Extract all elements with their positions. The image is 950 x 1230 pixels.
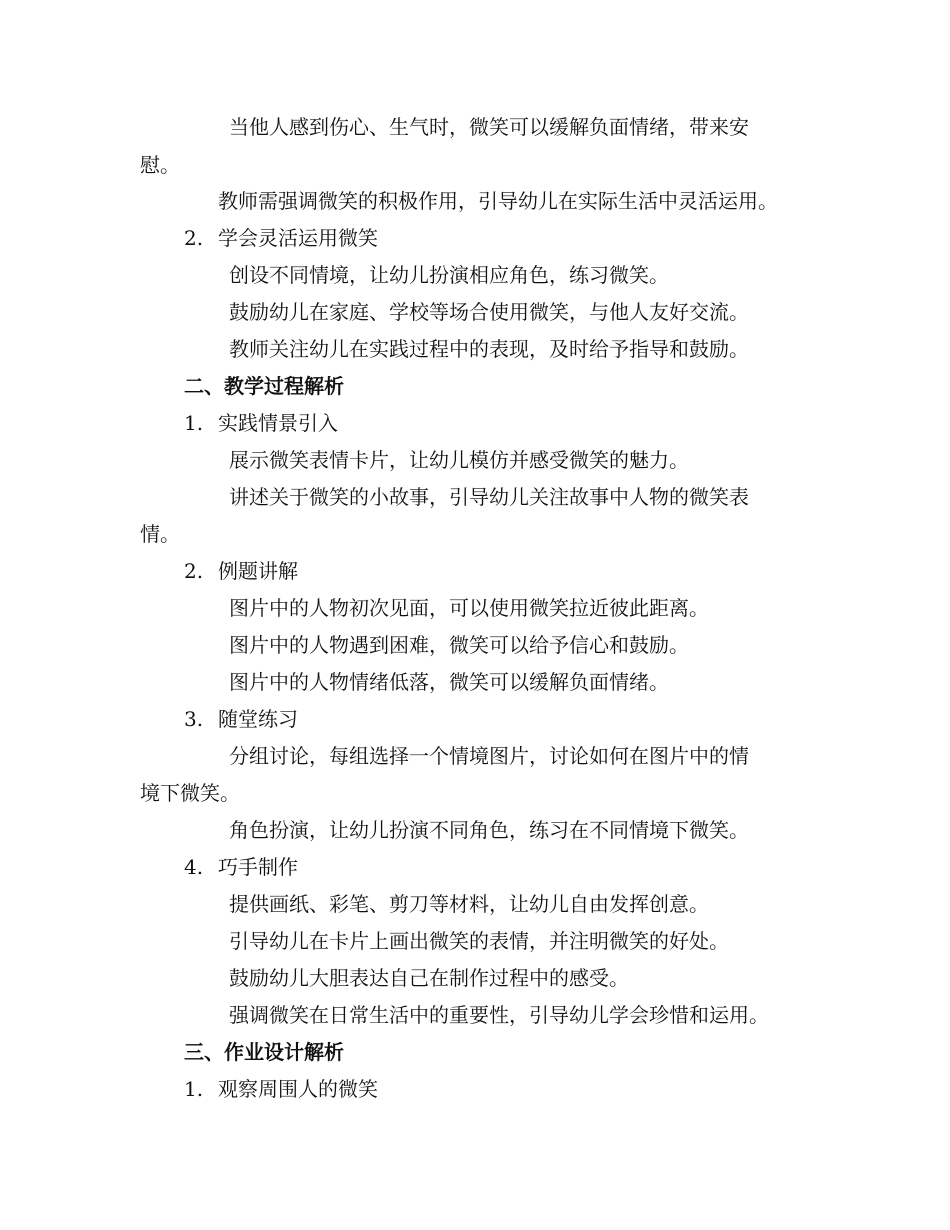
numbered-item	[184, 410, 338, 436]
item-title: 学会灵活运用微笑	[218, 226, 378, 250]
paragraph-line: 图片中的人物遇到困难，微笑可以给予信心和鼓励。	[229, 633, 689, 657]
item-title: 随堂练习	[218, 707, 298, 731]
numbered-item	[184, 1076, 378, 1102]
paragraph-line: 情。	[140, 522, 180, 546]
item-title: 巧手制作	[218, 855, 298, 879]
paragraph-line: 教师关注幼儿在实践过程中的表现，及时给予指导和鼓励。	[229, 337, 749, 361]
numbered-item	[184, 225, 378, 251]
paragraph-line: 图片中的人物初次见面，可以使用微笑拉近彼此距离。	[229, 596, 709, 620]
numbered-item	[184, 854, 298, 880]
section-heading: 二、教学过程解析	[184, 374, 344, 398]
numbered-item	[184, 706, 298, 732]
paragraph-line: 教师需强调微笑的积极作用，引导幼儿在实际生活中灵活运用。	[218, 189, 778, 213]
paragraph-line: 当他人感到伤心、生气时，微笑可以缓解负面情绪，带来安	[229, 115, 749, 139]
paragraph-line: 分组讨论，每组选择一个情境图片，讨论如何在图片中的情	[229, 744, 749, 768]
paragraph-line: 鼓励幼儿在家庭、学校等场合使用微笑，与他人友好交流。	[229, 300, 749, 324]
item-title: 例题讲解	[218, 559, 298, 583]
paragraph-line: 创设不同情境，让幼儿扮演相应角色，练习微笑。	[229, 263, 669, 287]
paragraph-line: 提供画纸、彩笔、剪刀等材料，让幼儿自由发挥创意。	[229, 892, 709, 916]
paragraph-line: 鼓励幼儿大胆表达自己在制作过程中的感受。	[229, 966, 629, 990]
numbered-item	[184, 558, 298, 584]
paragraph-line: 讲述关于微笑的小故事，引导幼儿关注故事中人物的微笑表	[229, 485, 749, 509]
section-heading: 三、作业设计解析	[184, 1040, 344, 1064]
item-number: 1.	[184, 1077, 204, 1101]
item-number: 2.	[184, 559, 204, 583]
item-number: 4.	[184, 855, 204, 879]
paragraph-line: 境下微笑。	[140, 781, 240, 805]
paragraph-line: 角色扮演，让幼儿扮演不同角色，练习在不同情境下微笑。	[229, 818, 749, 842]
item-number: 3.	[184, 707, 204, 731]
paragraph-line: 引导幼儿在卡片上画出微笑的表情，并注明微笑的好处。	[229, 929, 729, 953]
item-number: 2.	[184, 226, 204, 250]
paragraph-line: 图片中的人物情绪低落，微笑可以缓解负面情绪。	[229, 670, 669, 694]
paragraph-line: 展示微笑表情卡片，让幼儿模仿并感受微笑的魅力。	[229, 448, 689, 472]
item-number: 1.	[184, 411, 204, 435]
paragraph-line: 强调微笑在日常生活中的重要性，引导幼儿学会珍惜和运用。	[229, 1003, 769, 1027]
item-title: 观察周围人的微笑	[218, 1077, 378, 1101]
item-title: 实践情景引入	[218, 411, 338, 435]
paragraph-line: 慰。	[140, 153, 180, 177]
